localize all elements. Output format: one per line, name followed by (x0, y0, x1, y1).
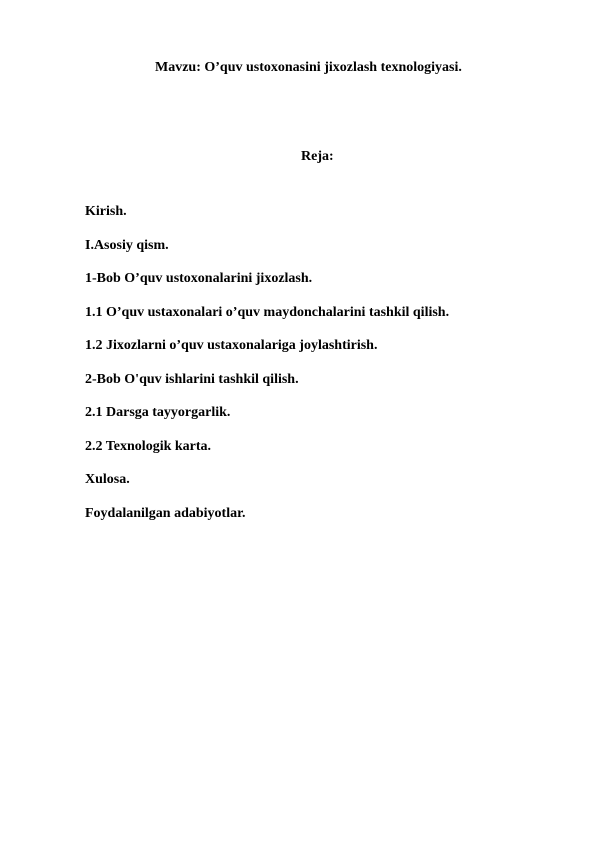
toc-item-section-2-2: 2.2 Texnologik karta. (85, 438, 212, 454)
document-topic-title: Mavzu: O’quv ustoxonasini jixozlash texnologiyasi. (155, 60, 462, 75)
toc-item-chapter-1: 1-Bob O’quv ustoxonalarini jixozlash. (85, 271, 313, 286)
toc-item-conclusion: Xulosa. (85, 472, 130, 487)
toc-item-section-1-2: 1.2 Jixozlarni o’quv ustaxonalariga joylashtirish. (85, 338, 378, 353)
toc-item-main-part: I.Asosiy qism. (85, 237, 169, 253)
toc-item-chapter-2: 2-Bob O'quv ishlarini tashkil qilish. (85, 371, 299, 387)
plan-heading: Reja: (301, 149, 334, 164)
toc-item-introduction: Kirish. (85, 204, 127, 219)
toc-item-section-2-1: 2.1 Darsga tayyorgarlik. (85, 405, 231, 420)
toc-item-section-1-1: 1.1 O’quv ustaxonalari o’quv maydonchalarini tashkil qilish. (85, 304, 450, 320)
toc-item-references: Foydalanilgan adabiyotlar. (85, 505, 246, 521)
table-of-contents (85, 204, 449, 539)
